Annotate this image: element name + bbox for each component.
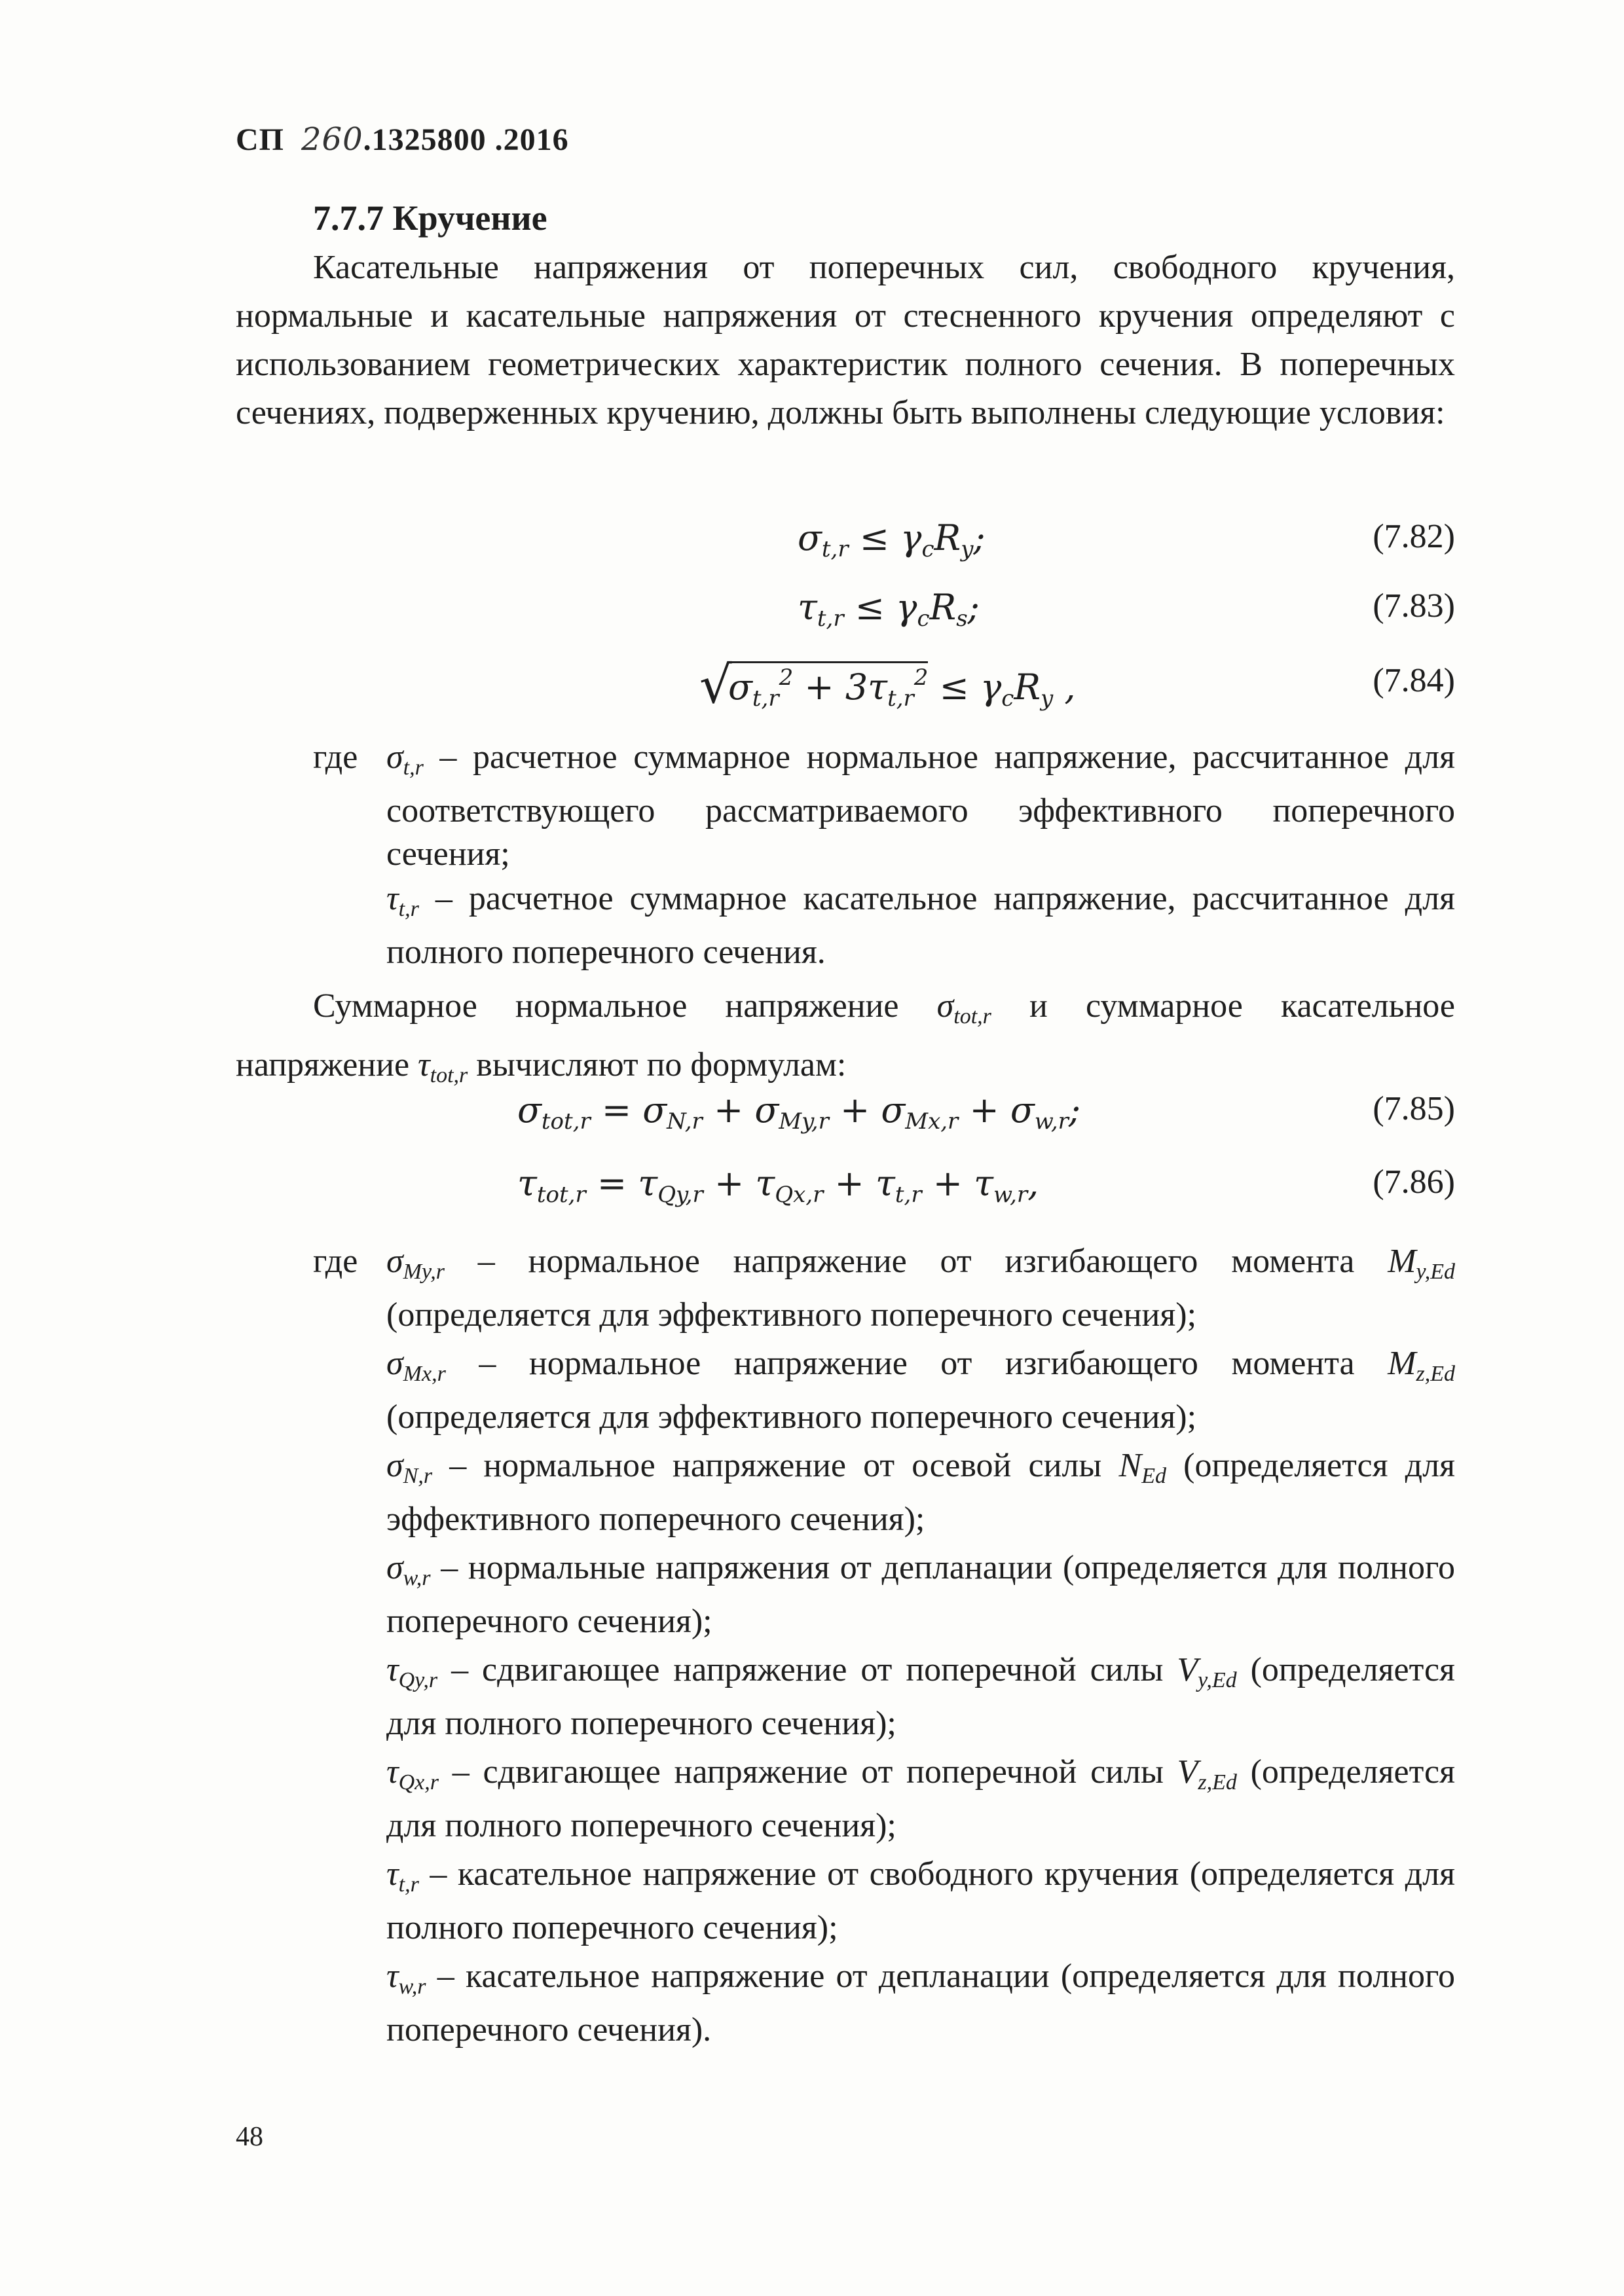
definition-tau-qy: $\tau_{Qy,r}$ – сдвигающее напряжение от поперечной силы $V_{y,Ed}$ (определяется для полного поперечного сечения); <box>386 1651 1455 1742</box>
definition-sigma-mx: $\sigma_{Mx,r}$ – нормальное напряжение от изгибающего момента $M_{z,Ed}$ (определяется для эффективного поперечного сечения); <box>386 1345 1455 1436</box>
equation-number: (7.83) <box>1373 587 1455 625</box>
formula-7-85: $\sigma_{tot,r} = \sigma_{N,r} + \sigma_{My,r} + \sigma_{Mx,r} + \sigma_{w,r}$; <box>517 1089 1081 1135</box>
definition-tau-tr: $\tau_{t,r}$ – расчетное суммарное касательное напряжение, рассчитанное для полного поперечного сечения. <box>386 880 1455 971</box>
definition-sigma-w: $\sigma_{w,r}$ – нормальные напряжения от депланации (определяется для полного поперечного сечения); <box>386 1549 1455 1640</box>
definition-sigma-my: $\sigma_{My,r}$ – нормальное напряжение от изгибающего момента $M_{y,Ed}$ (определяется для эффективного поперечного сечения); <box>386 1243 1455 1334</box>
summary-paragraph: Суммарное нормальное напряжение $\sigma_{tot,r}$ и суммарное касательное напряжение $\tau_{tot,r}$ вычисляют по формулам: <box>236 987 1455 1087</box>
page-number: 48 <box>236 2122 263 2152</box>
document-page: СП 260.1325800 .2016 7.7.7 Кручение Касательные напряжения от поперечных сил, свободного кручения, нормальные и касательные напряжения от стесненного кручения определяют с использованием геометрических характеристик полного сечения. В поперечных сечениях, подверженных кручению, должны быть выполнены следующие условия: $\sigma_{t,r} \le \gamma_cR_y$; (7.82) $\tau_{t,r} \le \gamma_cR_s$; (7.83) √ $\sigma_{t,r}^2 + 3\tau_{t,r}^2 \le \gamma_cR_y$ , (7.84) где $\sigma_{t,r}$ – расчетное суммарное нормальное напряжение, рассчитанное для соответствующего рассматриваемого эффективного поперечного сечения; $\tau_{t,r}$ – расчетное суммарное касательное напряжение, рассчитанное для полного поперечного сечения. Суммарное нормальное напряжение $\sigma_{tot,r}$ и суммарное касательное напряжение $\tau_{tot,r}$ вычисляют по формулам: $\sigma_{tot,r} = \sigma_{N,r} + \sigma_{My,r} + \sigma_{Mx,r} + \sigma_{w,r}$; (7.85) $\tau_{tot,r} = \tau_{Qy,r} + \tau_{Qx,r} + \tau_{t,r} + \tau_{w,r}$, (7.86) где $\sigma_{My,r}$ – нормальное напряжение от изгибающего момента $M_{y,Ed}$ (определяется для эффективного поперечного сечения); $\sigma_{Mx,r}$ – нормальное напряжение от изгибающего момента $M_{z,Ed}$ (определяется для эффективного поперечного сечения); $\sigma_{N,r}$ – нормальное напряжение от осевой силы $N_{Ed}$ (определяется для эффективного поперечного сечения); $\sigma_{w,r}$ – нормальные напряжения от депланации (определяется для полного поперечного сечения); $\tau_{Qy,r}$ – сдвигающее напряжение от поперечной силы $V_{y,Ed}$ (определяется для полного поперечного сечения); $\tau_{Qx,r}$ – сдвигающее напряжение от поперечной силы $V_{z,Ed}$ (определяется для полного поперечного сечения); $\tau_{t,r}$ – касательное напряжение от свободного кручения (определяется для полного поперечного сечения); $\tau_{w,r}$ – касательное напряжение от депланации (определяется для полного поперечного сечения). 48 <box>236 121 1455 2152</box>
definition-sigma-n: $\sigma_{N,r}$ – нормальное напряжение от осевой силы $N_{Ed}$ (определяется для эффективного поперечного сечения); <box>386 1447 1455 1538</box>
equation-number: (7.85) <box>1373 1090 1455 1127</box>
definition-tau-w: $\tau_{w,r}$ – касательное напряжение от депланации (определяется для полного поперечного сечения). <box>386 1958 1455 2049</box>
code-prefix: СП <box>236 122 284 157</box>
handwritten-number: 260 <box>301 121 363 158</box>
formula-7-84: √ $\sigma_{t,r}^2 + 3\tau_{t,r}^2 \le \gamma_cR_y$ , <box>699 656 1076 715</box>
equation-number: (7.82) <box>1373 518 1455 555</box>
document-code <box>236 121 569 158</box>
equation-number: (7.84) <box>1373 662 1455 699</box>
code-suffix: .1325800 .2016 <box>363 122 569 157</box>
formula-7-82: $\sigma_{t,r} \le \gamma_cR_y$; <box>798 517 986 562</box>
formula-7-83: $\tau_{t,r} \le \gamma_cR_s$; <box>798 587 980 632</box>
intro-text: Касательные напряжения от поперечных сил, свободного кручения, нормальные и касательные напряжения от стесненного кручения определяют с использованием геометрических характеристик полного сечения. В поперечных сечениях, подверженных кручению, должны быть выполнены следующие условия: <box>236 249 1455 431</box>
intro-paragraph <box>236 244 1455 437</box>
section-heading: 7.7.7 Кручение <box>313 198 547 238</box>
definition-tau-t: $\tau_{t,r}$ – касательное напряжение от свободного кручения (определяется для полного поперечного сечения); <box>386 1855 1455 1946</box>
formula-7-86: $\tau_{tot,r} = \tau_{Qy,r} + \tau_{Qx,r} + \tau_{t,r} + \tau_{w,r}$, <box>517 1163 1039 1208</box>
square-root: √ $\sigma_{t,r}^2 + 3\tau_{t,r}^2$ <box>699 656 929 715</box>
definition-sigma-tr: $\sigma_{t,r}$ – расчетное суммарное нормальное напряжение, рассчитанное для соответствующего рассматриваемого эффективного поперечного сечения; <box>386 738 1455 873</box>
equation-number: (7.86) <box>1373 1163 1455 1201</box>
definition-tau-qx: $\tau_{Qx,r}$ – сдвигающее напряжение от поперечной силы $V_{z,Ed}$ (определяется для полного поперечного сечения); <box>386 1753 1455 1844</box>
